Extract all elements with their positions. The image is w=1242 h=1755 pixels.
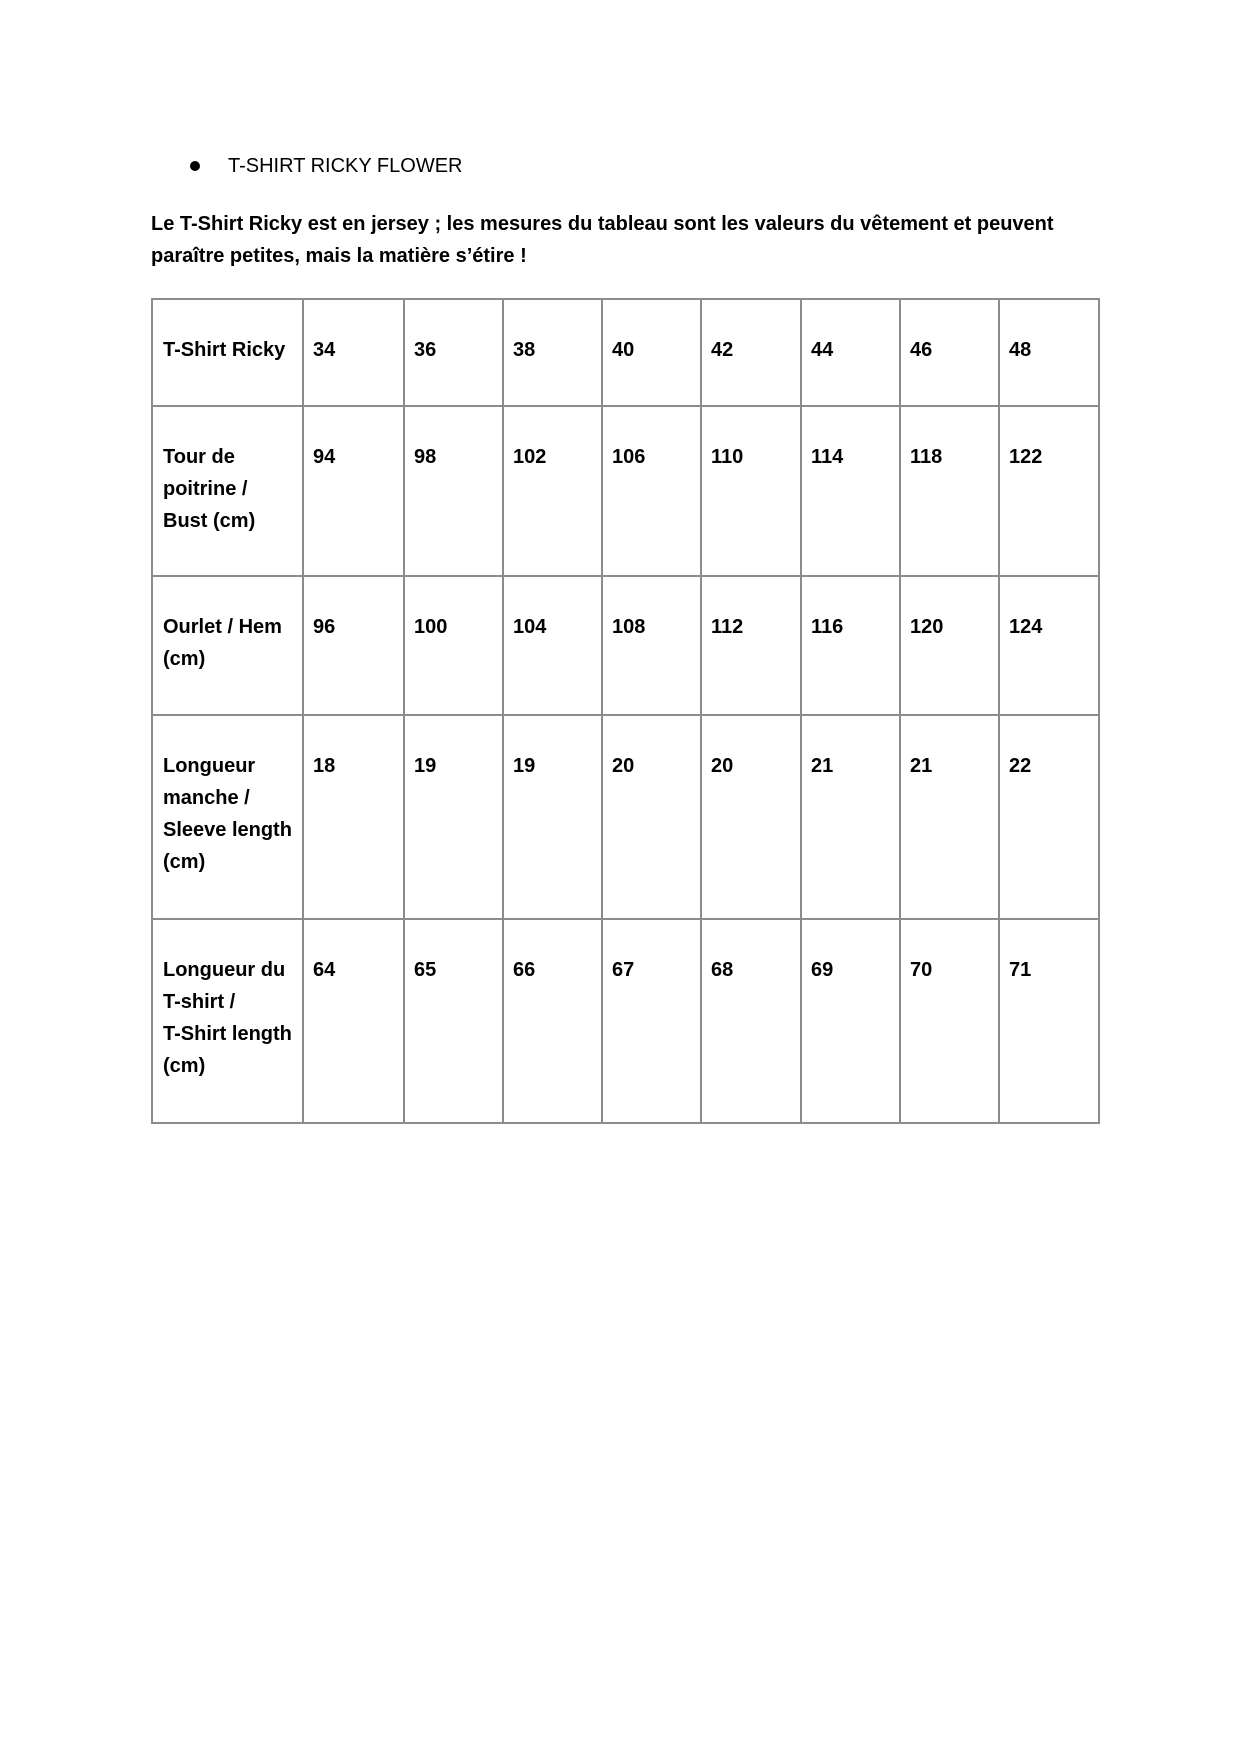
table-cell: 44	[801, 299, 900, 406]
table-cell: 102	[503, 406, 602, 576]
table-cell: 65	[404, 919, 503, 1123]
row-header-line: T-Shirt length	[163, 1023, 292, 1045]
table-cell: 22	[999, 715, 1099, 919]
table-cell: 114	[801, 406, 900, 576]
table-cell: 118	[900, 406, 999, 576]
table-cell: 71	[999, 919, 1099, 1123]
table-cell: 70	[900, 919, 999, 1123]
row-header-line: (cm)	[163, 648, 206, 670]
row-header-line: T-shirt /	[163, 991, 236, 1013]
row-header-tshirt-length	[152, 919, 303, 1123]
table-cell: 106	[602, 406, 701, 576]
table-cell: 67	[602, 919, 701, 1123]
row-header-line: Sleeve length	[163, 819, 292, 841]
table-cell: 20	[602, 715, 701, 919]
table-cell: 100	[404, 576, 503, 715]
table-row	[152, 576, 1099, 715]
row-header-line: poitrine /	[163, 478, 248, 500]
table-cell: 69	[801, 919, 900, 1123]
table-cell: 48	[999, 299, 1099, 406]
table-cell: 108	[602, 576, 701, 715]
table-cell: 98	[404, 406, 503, 576]
intro-line: Le T-Shirt Ricky est en jersey ; les mesures du tableau sont les valeurs du vêtement et peuvent	[151, 213, 1054, 235]
table-cell: 19	[404, 715, 503, 919]
table-cell: 21	[801, 715, 900, 919]
row-header-hem	[152, 576, 303, 715]
table-cell: 120	[900, 576, 999, 715]
table-cell: 112	[701, 576, 801, 715]
table-cell: 94	[303, 406, 404, 576]
size-table	[151, 298, 1100, 1124]
section-title: T-SHIRT RICKY FLOWER	[228, 154, 463, 177]
table-row	[152, 715, 1099, 919]
table-cell: 20	[701, 715, 801, 919]
row-header-line: Tour de	[163, 446, 235, 468]
row-header-bust	[152, 406, 303, 576]
table-cell: 116	[801, 576, 900, 715]
table-cell: 21	[900, 715, 999, 919]
table-cell: 19	[503, 715, 602, 919]
table-cell: 46	[900, 299, 999, 406]
table-cell: 104	[503, 576, 602, 715]
row-header-line: Ourlet / Hem	[163, 616, 282, 638]
row-header-line: (cm)	[163, 851, 206, 873]
table-cell: 122	[999, 406, 1099, 576]
table-row	[152, 299, 1099, 406]
row-header-line: T-Shirt Ricky	[163, 339, 286, 361]
table-cell: 42	[701, 299, 801, 406]
section-heading	[190, 152, 462, 180]
table-row	[152, 919, 1099, 1123]
table-cell: 68	[701, 919, 801, 1123]
table-cell: 110	[701, 406, 801, 576]
table-row	[152, 406, 1099, 576]
table-cell: 64	[303, 919, 404, 1123]
table-cell: 18	[303, 715, 404, 919]
table-cell: 40	[602, 299, 701, 406]
row-header-size	[152, 299, 303, 406]
row-header-line: manche /	[163, 787, 250, 809]
bullet-icon	[190, 161, 200, 171]
row-header-line: Longueur du	[163, 959, 286, 981]
table-cell: 34	[303, 299, 404, 406]
intro-line: paraître petites, mais la matière s’étire !	[151, 245, 527, 267]
row-header-line: (cm)	[163, 1055, 206, 1077]
row-header-line: Longueur	[163, 755, 256, 777]
table-cell: 38	[503, 299, 602, 406]
table-cell: 66	[503, 919, 602, 1123]
table-cell: 96	[303, 576, 404, 715]
row-header-sleeve-length	[152, 715, 303, 919]
row-header-line: Bust (cm)	[163, 510, 256, 532]
intro-paragraph	[151, 208, 1111, 272]
table-cell: 124	[999, 576, 1099, 715]
table-cell: 36	[404, 299, 503, 406]
